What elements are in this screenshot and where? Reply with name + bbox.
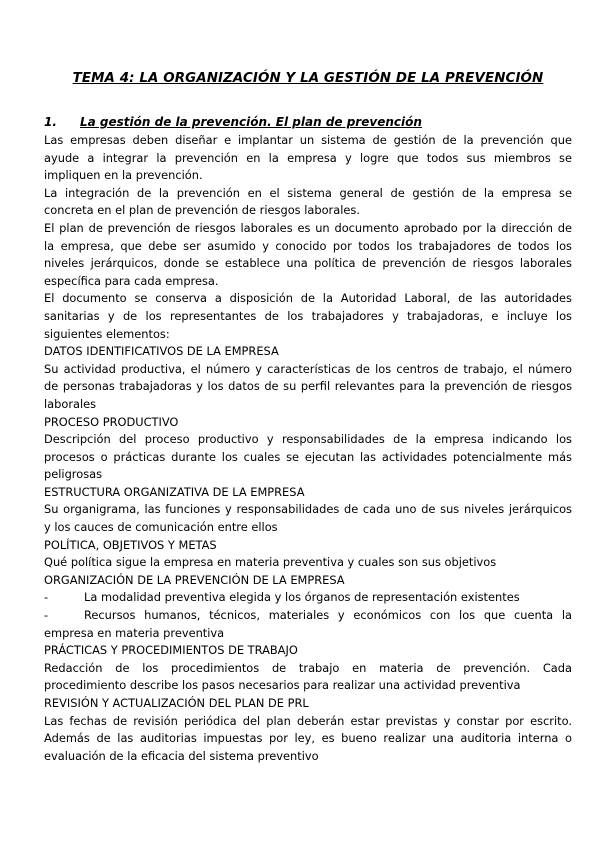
- paragraph-5: Su actividad productiva, el número y características de los centros de trabajo, el número de personas trabajadoras y los datos de su perfil relevantes para la prevención de riesgos laborales: [44, 361, 572, 411]
- bullet-dash: -: [44, 608, 49, 623]
- document-title: TEMA 4: LA ORGANIZACIÓN Y LA GESTIÓN DE LA PREVENCIÓN: [72, 71, 544, 86]
- section-title: La gestión de la prevención. El plan de prevención: [80, 115, 422, 129]
- paragraph-8: Qué política sigue la empresa en materia preventiva y cuales son sus objetivos: [44, 555, 497, 570]
- bullet-dash: -: [44, 590, 49, 605]
- paragraph-1: Las empresas deben diseñar e implantar un sistema de gestión de la prevención que ayude a integrar la prevención en la empresa y logre que todos sus miembros se impliquen en la prevención.: [44, 133, 572, 183]
- section-number: 1.: [44, 115, 57, 129]
- paragraph-3: El plan de prevención de riesgos laborales es un documento aprobado por la dirección de la empresa, que debe ser asumido y conocido por todos los trabajadores de todos los niveles jerárquicos, donde se establece una política de prevención de riesgos laborales específica para cada empresa.: [44, 220, 572, 288]
- heading-practicas-procedimientos: PRÁCTICAS Y PROCEDIMIENTOS DE TRABAJO: [44, 643, 298, 658]
- paragraph-7: Su organigrama, las funciones y responsabilidades de cada uno de sus niveles jerárquicos y los cauces de comunicación entre ellos: [44, 502, 572, 535]
- paragraph-10: Las fechas de revisión periódica del plan deberán estar previstas y constar por escrito. Además de las auditorias impuestas por ley, es bueno realizar una auditoria interna o evaluación de la eficacia del sistema preventivo: [44, 713, 572, 763]
- heading-organizacion-prevencion: ORGANIZACIÓN DE LA PREVENCIÓN DE LA EMPRESA: [44, 572, 345, 587]
- section-heading: [44, 115, 422, 129]
- paragraph-6: Descripción del proceso productivo y responsabilidades de la empresa indicando los procesos o prácticas durante los cuales se ejecutan las actividades potencialmente más peligrosas: [44, 432, 572, 482]
- heading-revision-actualizacion: REVISIÓN Y ACTUALIZACIÓN DEL PLAN DE PRL: [44, 696, 309, 710]
- paragraph-4: El documento se conserva a disposición de la Autoridad Laboral, de las autoridades sanitarias y de los representantes de los trabajadores y trabajadoras, e incluye los siguientes elementos:: [44, 291, 572, 341]
- heading-estructura-organizativa: ESTRUCTURA ORGANIZATIVA DE LA EMPRESA: [44, 484, 305, 499]
- heading-politica-objetivos: POLÍTICA, OBJETIVOS Y METAS: [44, 537, 217, 552]
- heading-proceso-productivo: PROCESO PRODUCTIVO: [44, 414, 179, 429]
- paragraph-2: La integración de la prevención en el sistema general de gestión de la empresa se concreta en el plan de prevención de riesgos laborales.: [44, 185, 572, 218]
- heading-datos-identificativos: DATOS IDENTIFICATIVOS DE LA EMPRESA: [44, 344, 279, 359]
- bullet-item-1: - La modalidad preventiva elegida y los órganos de representación existentes: [44, 589, 572, 607]
- document-body: [44, 132, 572, 765]
- bullet-item-2: - Recursos humanos, técnicos, materiales y económicos con los que cuenta la empresa en materia preventiva: [44, 608, 572, 640]
- paragraph-9: Redacción de los procedimientos de trabajo en materia de prevención. Cada procedimiento describe los pasos necesarios para realizar una actividad preventiva: [44, 660, 572, 693]
